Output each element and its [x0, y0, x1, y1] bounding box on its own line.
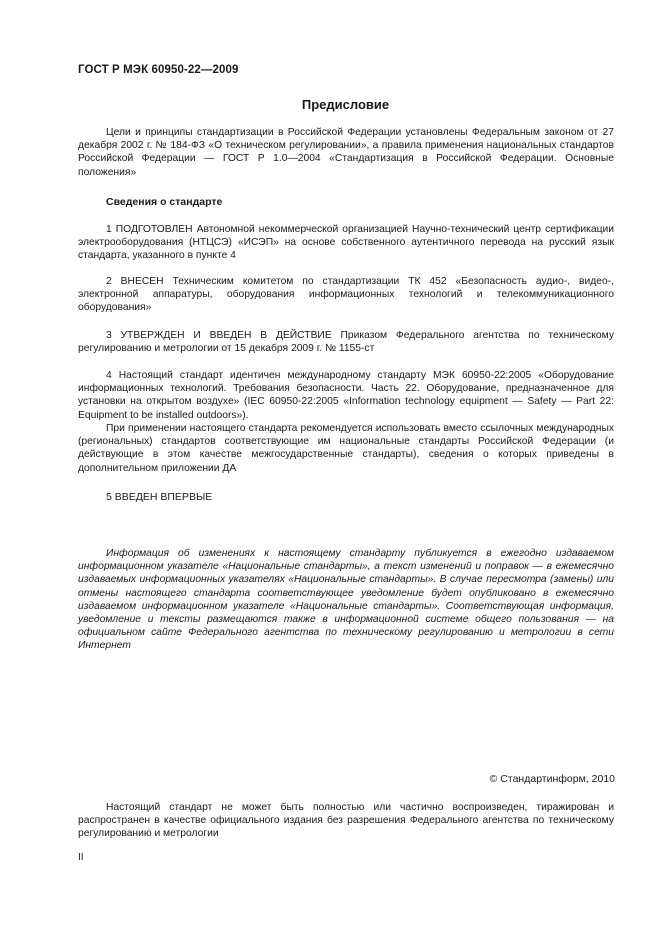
item-identical-note: При применении настоящего стандарта рекомендуется использовать вместо ссылочных международных (региональных) стандартов соответствующие им национальные стандарты Российской Федерации (и действующие в этом качестве межгосударственные стандарты), сведения о которых приведены в дополнительном приложении ДА — [78, 423, 614, 474]
info-heading: Сведения о стандарте — [106, 196, 223, 208]
item-first: 5 ВВЕДЕН ВПЕРВЫЕ — [106, 491, 213, 503]
item-submitted: 2 ВНЕСЕН Техническим комитетом по стандартизации ТК 452 «Безопасность аудио-, видео-, электронной аппаратуры, оборудования информационных технологий и телекоммуникационного оборудования» — [78, 276, 614, 314]
notice-paragraph: Информация об изменениях к настоящему стандарту публикуется в ежегодно издаваемом информационном указателе «Национальные стандарты», а текст изменений и поправок — в ежемесячно издаваемых информационных указателях «Национальные стандарты». В случае пересмотра (замены) или отмены настоящего стандарта соответствующее уведомление будет опубликовано в ежемесячно издаваемом информационном указателе «Национальные стандарты». Соответствующая информация, уведомление и тексты размещаются также в информационной системе общего пользования — на официальном сайте Федерального агентства по техническому регулированию и метрологии в сети Интернет — [78, 548, 614, 652]
item-identical: 4 Настоящий стандарт идентичен международному стандарту МЭК 60950-22:2005 «Оборудование информационных технологий. Требования безопасности. Часть 22. Оборудование, предназначенное для установки на открытом воздухе» (IEC 60950-22:2005 «Information technology equipment — Safety — Part 22: Equipment to be installed outdoors»). — [78, 370, 614, 421]
intro-paragraph: Цели и принципы стандартизации в Российской Федерации установлены Федеральным законом от 27 декабря 2002 г. № 184-ФЗ «О техническом регулировании», а правила применения национальных стандартов Российской Федерации — ГОСТ Р 1.0—2004 «Стандартизация в Российской Федерации. Основные положения» — [78, 127, 614, 178]
copyright-line: © Стандартинформ, 2010 — [489, 773, 615, 785]
item-approved: 3 УТВЕРЖДЕН И ВВЕДЕН В ДЕЙСТВИЕ Приказом Федерального агентства по техническому регулированию и метрологии от 15 декабря 2009 г. № 1155-ст — [78, 330, 614, 355]
standard-code-header: ГОСТ Р МЭК 60950-22—2009 — [78, 64, 239, 76]
item-prepared: 1 ПОДГОТОВЛЕН Автономной некоммерческой организацией Научно-технический центр сертификации электрооборудования (НТЦСЭ) «ИСЭП» на основе собственного аутентичного перевода на русский язык стандарта, указанного в пункте 4 — [78, 224, 614, 262]
page-title: Предисловие — [301, 97, 390, 112]
reproduction-paragraph: Настоящий стандарт не может быть полностью или частично воспроизведен, тиражирован и распространен в качестве официального издания без разрешения Федерального агентства по техническому регулированию и метрологии — [78, 802, 614, 840]
page-number: II — [78, 852, 84, 863]
